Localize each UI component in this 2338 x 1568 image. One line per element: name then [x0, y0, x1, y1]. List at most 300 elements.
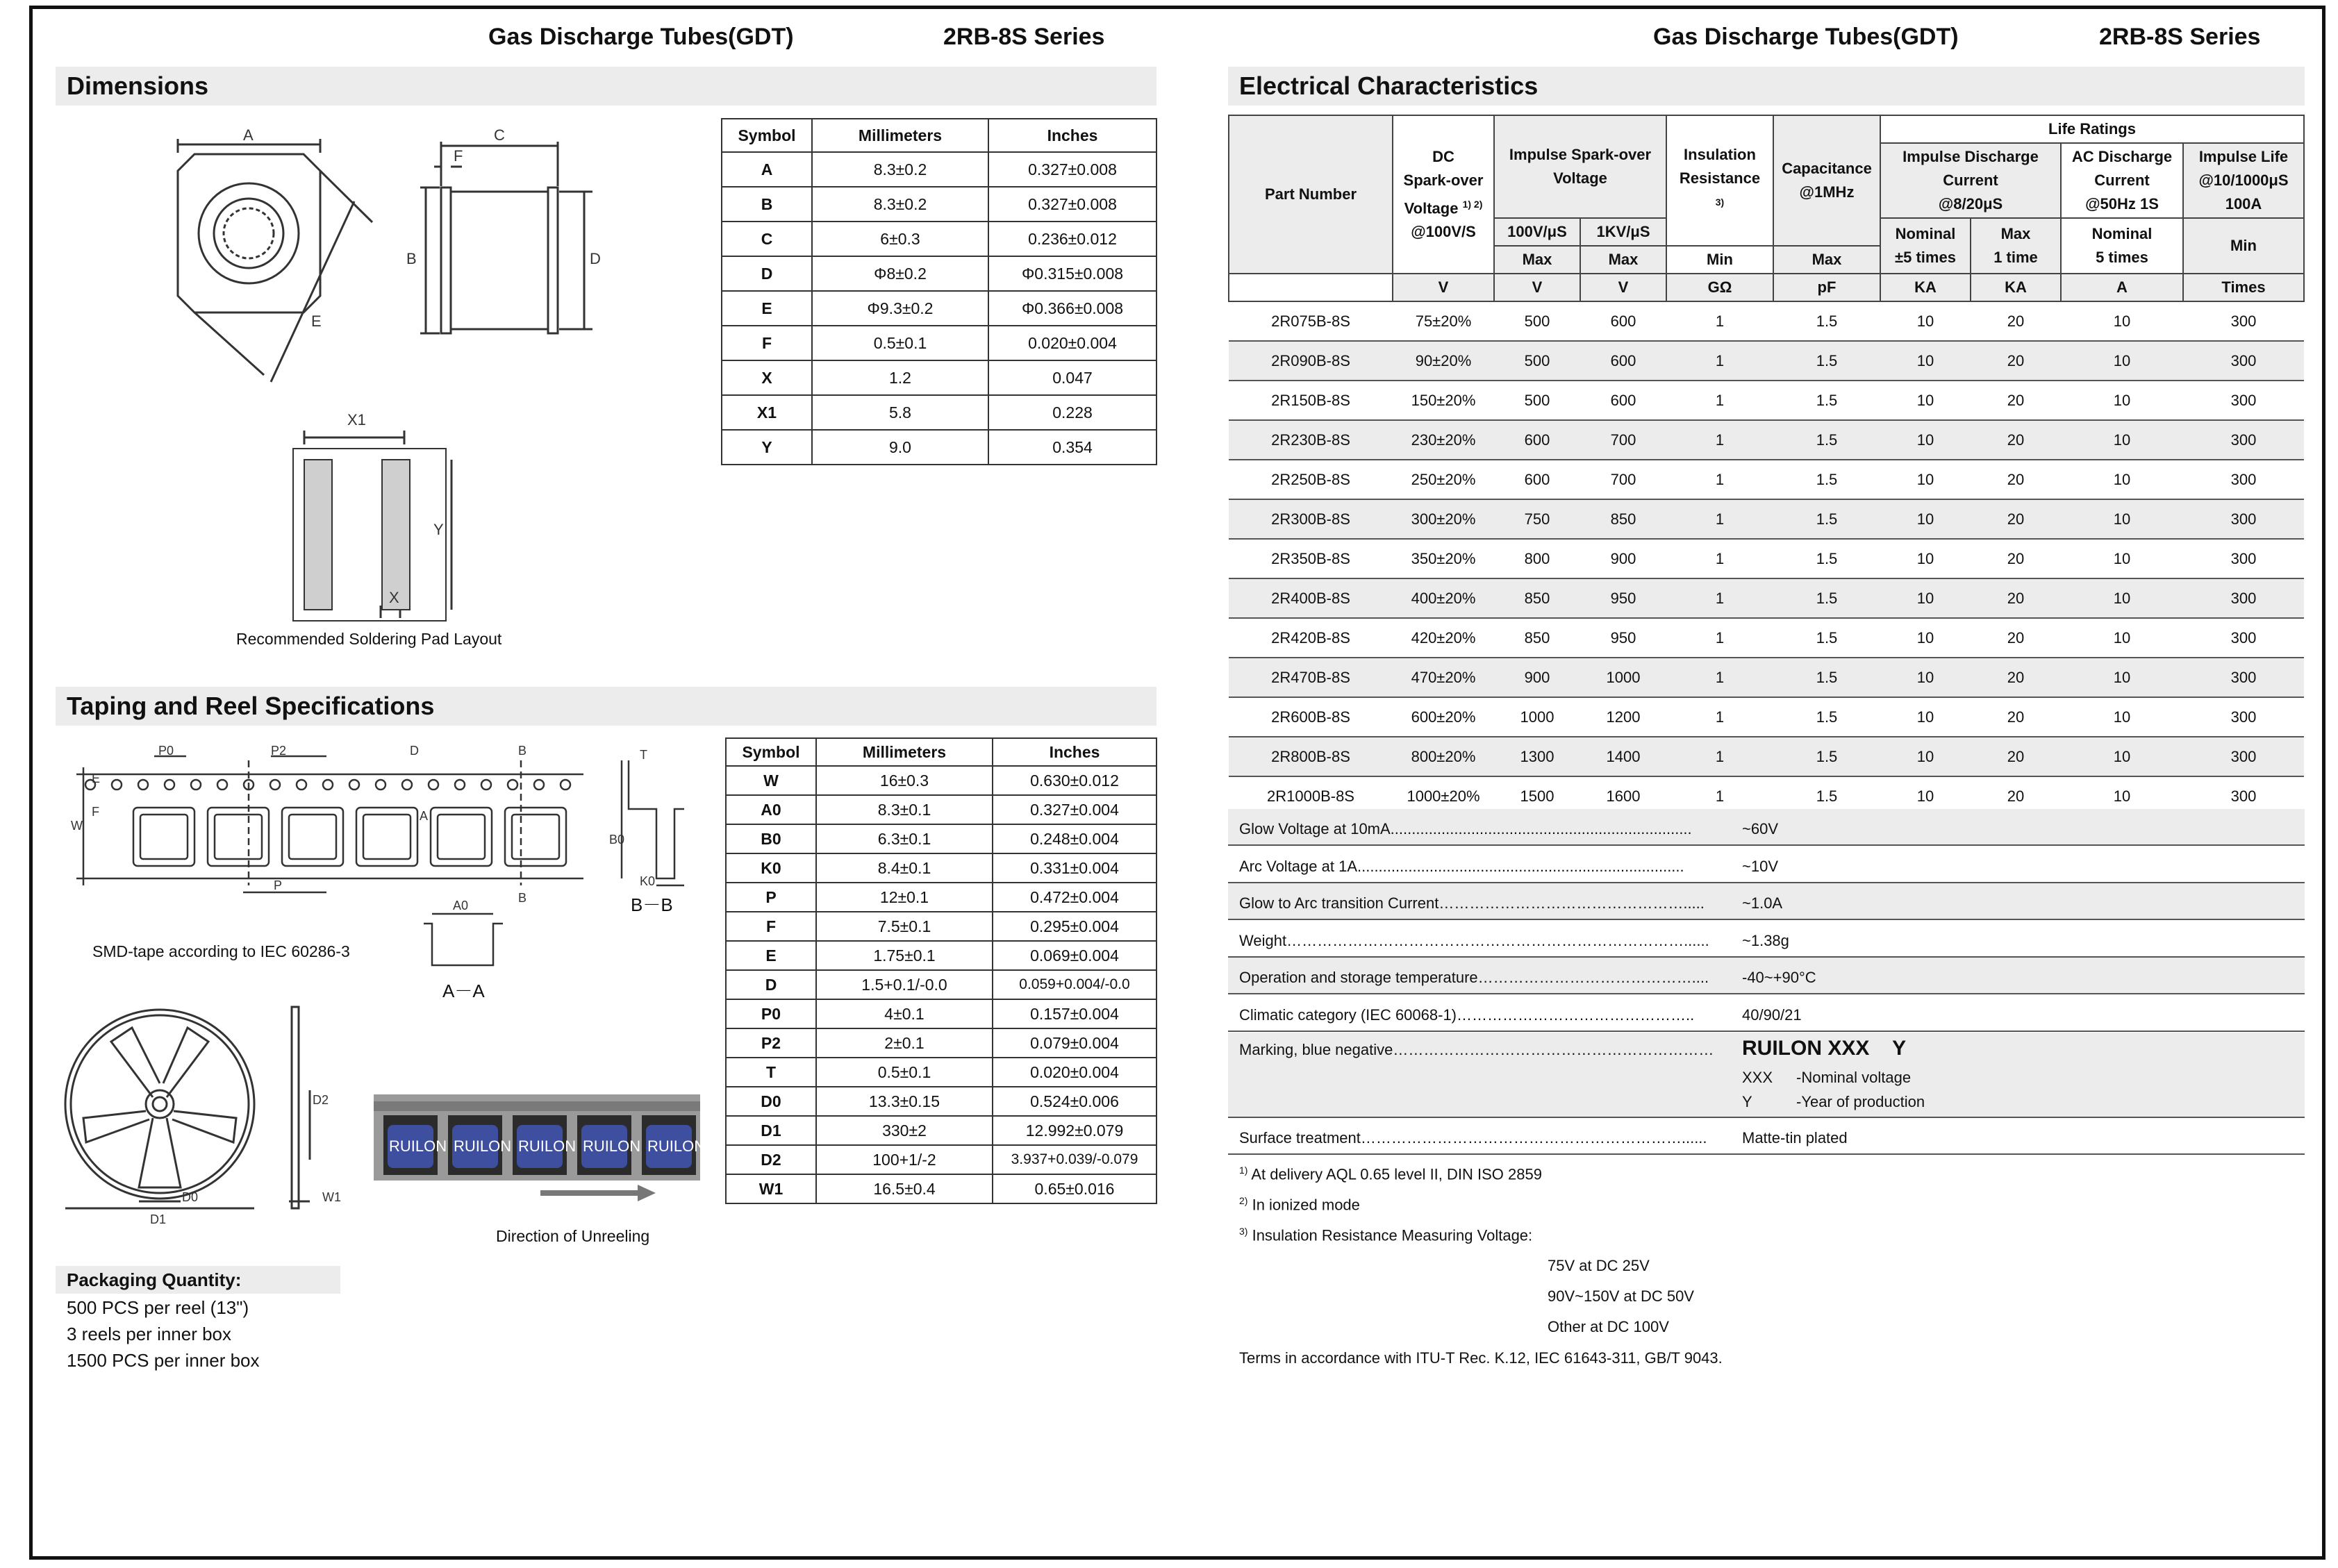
tape-table-row	[726, 999, 1156, 1028]
sprocket-hole	[561, 780, 570, 790]
ec-value-cell: 20	[1971, 341, 2061, 381]
ec-value-cell: 10	[2061, 460, 2183, 499]
left-header-title: Gas Discharge Tubes(GDT)	[488, 24, 794, 50]
tape-symbol-cell: E	[726, 941, 816, 970]
spec-value: 40/90/21	[1742, 1006, 1802, 1024]
ec-value-cell: 350±20%	[1393, 539, 1494, 578]
tape-symbol-cell: D0	[726, 1087, 816, 1116]
right-header-series: 2RB-8S Series	[2099, 24, 2261, 50]
spec-key: Climatic category (IEC 60068-1)………………………………………..	[1239, 1006, 1695, 1024]
ec-value-cell: 300	[2183, 697, 2304, 737]
tape-mm-cell: 4±0.1	[816, 999, 993, 1028]
ec-value-cell: 20	[1971, 499, 2061, 539]
packaging-line-2: 3 reels per inner box	[67, 1324, 232, 1344]
tape-inches-cell: 0.65±0.016	[993, 1174, 1156, 1203]
soldering-pad-layout-drawing	[278, 410, 458, 618]
tape-table-row	[726, 795, 1156, 824]
sprocket-hole	[297, 780, 306, 790]
photo-product-marking: RUILON	[583, 1137, 641, 1155]
tape-table-row	[726, 1116, 1156, 1145]
tape-mm-cell: 13.3±0.15	[816, 1087, 993, 1116]
dim-inches-cell: 0.236±0.012	[988, 222, 1156, 256]
tape-symbol-cell: P0	[726, 999, 816, 1028]
ec-head-capacitance: Capacitance @1MHz	[1773, 115, 1880, 246]
ec-value-cell: 10	[2061, 420, 2183, 460]
tape-mm-cell: 1.5+0.1/-0.0	[816, 970, 993, 999]
sprocket-hole	[349, 780, 359, 790]
ec-value-cell: 850	[1494, 578, 1580, 618]
tape-pocket	[505, 808, 566, 866]
ec-value-cell: 600	[1580, 341, 1666, 381]
ec-value-cell: 20	[1971, 381, 2061, 420]
surface-key: Surface treatment………………………………………………………......	[1239, 1129, 1707, 1146]
ec-unit-cell: V	[1580, 274, 1666, 301]
dimensions-section-title: Dimensions	[56, 67, 1156, 106]
ec-value-cell: 1.5	[1773, 737, 1880, 776]
tape-symbol-cell: W	[726, 766, 816, 795]
tape-pocket-inner	[363, 815, 411, 859]
ec-part-number-cell: 2R150B-8S	[1229, 381, 1393, 420]
ec-value-cell: 10	[1880, 301, 1971, 341]
tape-inches-cell: 0.248±0.004	[993, 824, 1156, 853]
spec-value: ~10V	[1742, 857, 1778, 875]
ec-value-cell: 500	[1494, 301, 1580, 341]
ec-value-cell: 300	[2183, 618, 2304, 658]
ec-table-row	[1229, 420, 2304, 460]
dim-label-E: E	[311, 312, 322, 330]
surface-row	[1228, 1118, 2305, 1155]
ec-value-cell: 20	[1971, 776, 2061, 816]
ec-table-row	[1229, 341, 2304, 381]
dim-table-row	[722, 256, 1156, 291]
tape-col-mm: Millimeters	[816, 738, 993, 766]
tape-label-D: D	[410, 744, 419, 758]
ec-value-cell: 10	[2061, 776, 2183, 816]
section-aa-caption: A－A	[442, 981, 485, 1001]
ec-value-cell: 420±20%	[1393, 618, 1494, 658]
tape-inches-cell: 0.524±0.006	[993, 1087, 1156, 1116]
dim-mm-cell: 1.2	[812, 360, 988, 395]
dim-symbol-cell: E	[722, 291, 812, 326]
ec-head-impulse-sparkover: Impulse Spark-over Voltage	[1494, 115, 1666, 218]
marking-row	[1228, 1033, 2305, 1118]
tape-label-W: W	[71, 819, 83, 833]
ec-value-cell: 20	[1971, 301, 2061, 341]
ec-head-impulse-life: Impulse Life @10/1000μS 100A	[2183, 143, 2304, 218]
ec-head-max-1: Max 1 time	[1971, 218, 2061, 274]
dim-inches-cell: 0.327±0.008	[988, 152, 1156, 187]
tape-pocket-inner	[215, 815, 262, 859]
ec-value-cell: 10	[1880, 697, 1971, 737]
tape-mm-cell: 16±0.3	[816, 766, 993, 795]
tape-mm-cell: 330±2	[816, 1116, 993, 1145]
tape-table-row	[726, 1028, 1156, 1058]
tape-pocket	[431, 808, 492, 866]
smd-tape-drawing	[69, 744, 604, 906]
tape-inches-cell: 3.937+0.039/-0.079	[993, 1145, 1156, 1174]
tape-pocket	[356, 808, 417, 866]
dim-mm-cell: Φ9.3±0.2	[812, 291, 988, 326]
ec-value-cell: 10	[2061, 737, 2183, 776]
pad-label-X1: X1	[347, 411, 366, 428]
ec-value-cell: 10	[2061, 578, 2183, 618]
ec-table-row	[1229, 499, 2304, 539]
ec-value-cell: 20	[1971, 539, 2061, 578]
spec-row	[1228, 883, 2305, 920]
photo-product-marking: RUILON	[518, 1137, 577, 1155]
ec-value-cell: 1.5	[1773, 460, 1880, 499]
tape-inches-cell: 0.472±0.004	[993, 883, 1156, 912]
section-aa-drawing	[417, 896, 514, 972]
ec-head-max-cap: Max	[1773, 246, 1880, 274]
ec-head-1kv: 1KV/μS	[1580, 218, 1666, 246]
ec-value-cell: 10	[2061, 341, 2183, 381]
surface-value: Matte-tin plated	[1742, 1129, 1848, 1146]
ec-value-cell: 10	[1880, 539, 1971, 578]
sprocket-hole	[270, 780, 280, 790]
packaging-line-1: 500 PCS per reel (13")	[67, 1297, 249, 1318]
ec-value-cell: 250±20%	[1393, 460, 1494, 499]
ec-value-cell: 800±20%	[1393, 737, 1494, 776]
ec-value-cell: 75±20%	[1393, 301, 1494, 341]
ec-value-cell: 1	[1666, 460, 1773, 499]
ec-value-cell: 1	[1666, 420, 1773, 460]
ec-head-nominal-ac: Nominal 5 times	[2061, 218, 2183, 274]
ec-value-cell: 1600	[1580, 776, 1666, 816]
ec-head-max-1kv: Max	[1580, 246, 1666, 274]
tape-table-row	[726, 912, 1156, 941]
ec-value-cell: 10	[1880, 618, 1971, 658]
packaging-line-3: 1500 PCS per inner box	[67, 1350, 260, 1371]
photo-product-marking: RUILON	[647, 1137, 706, 1155]
ec-value-cell: 300	[2183, 341, 2304, 381]
ec-value-cell: 10	[1880, 341, 1971, 381]
tape-mm-cell: 8.4±0.1	[816, 853, 993, 883]
reel-drawing	[63, 1000, 354, 1229]
tape-inches-cell: 0.059+0.004/-0.0	[993, 970, 1156, 999]
sprocket-hole	[138, 780, 148, 790]
dim-inches-cell: Φ0.315±0.008	[988, 256, 1156, 291]
ec-table-row	[1229, 737, 2304, 776]
left-header-series: 2RB-8S Series	[943, 24, 1105, 50]
ec-part-number-cell: 2R1000B-8S	[1229, 776, 1393, 816]
electrical-section-title: Electrical Characteristics	[1228, 67, 2305, 106]
dim-symbol-cell: C	[722, 222, 812, 256]
ec-value-cell: 10	[1880, 776, 1971, 816]
marking-xxx: XXX	[1742, 1069, 1773, 1086]
tape-inches-cell: 0.157±0.004	[993, 999, 1156, 1028]
ec-head-ac-discharge: AC Discharge Current @50Hz 1S	[2061, 143, 2183, 218]
sprocket-hole	[376, 780, 385, 790]
ec-value-cell: 10	[1880, 658, 1971, 697]
ec-value-cell: 1	[1666, 776, 1773, 816]
ec-value-cell: 10	[1880, 578, 1971, 618]
dim-mm-cell: Φ8±0.2	[812, 256, 988, 291]
tape-inches-cell: 0.331±0.004	[993, 853, 1156, 883]
dim-symbol-cell: X1	[722, 395, 812, 430]
dim-symbol-cell: A	[722, 152, 812, 187]
ec-unit-cell: GΩ	[1666, 274, 1773, 301]
tape-mm-cell: 6.3±0.1	[816, 824, 993, 853]
dim-col-symbol: Symbol	[722, 119, 812, 152]
spec-row	[1228, 921, 2305, 958]
ec-unit-cell: V	[1494, 274, 1580, 301]
ec-value-cell: 10	[2061, 618, 2183, 658]
spec-key: Weight……………………………………………………………………......	[1239, 931, 1709, 949]
bb-label-B0: B0	[609, 833, 625, 846]
ec-value-cell: 300	[2183, 578, 2304, 618]
tape-col-symbol: Symbol	[726, 738, 816, 766]
spec-value: ~1.38g	[1742, 931, 1789, 949]
ec-value-cell: 1	[1666, 697, 1773, 737]
sprocket-hole	[508, 780, 517, 790]
ec-head-min-life: Min	[2183, 218, 2304, 274]
reel-label-D2: D2	[313, 1093, 329, 1107]
footnote-3: $^{3)}$ Insulation Resistance Measuring Voltage:	[1239, 1226, 1533, 1244]
ec-unit-cell: KA	[1880, 274, 1971, 301]
ec-value-cell: 600	[1580, 301, 1666, 341]
dim-symbol-cell: B	[722, 187, 812, 222]
tape-symbol-cell: B0	[726, 824, 816, 853]
ec-value-cell: 1000	[1580, 658, 1666, 697]
reel-label-D1: D1	[150, 1212, 167, 1226]
ec-value-cell: 10	[2061, 658, 2183, 697]
tape-col-inches: Inches	[993, 738, 1156, 766]
ec-value-cell: 300	[2183, 381, 2304, 420]
ec-value-cell: 20	[1971, 578, 2061, 618]
tape-pocket	[133, 808, 194, 866]
spec-row	[1228, 809, 2305, 846]
ec-value-cell: 1.5	[1773, 618, 1880, 658]
tape-pocket	[208, 808, 269, 866]
marking-key: Marking, blue negative………………………………………………………	[1239, 1041, 1714, 1058]
ec-part-number-cell: 2R600B-8S	[1229, 697, 1393, 737]
dim-label-A: A	[243, 126, 254, 144]
tape-table-row	[726, 1145, 1156, 1174]
tape-table-row	[726, 1174, 1156, 1203]
sprocket-hole	[112, 780, 122, 790]
footnote-2: $^{2)}$ In ionized mode	[1239, 1195, 1360, 1214]
tape-inches-cell: 12.992±0.079	[993, 1116, 1156, 1145]
ec-value-cell: 1000	[1494, 697, 1580, 737]
sprocket-hole	[429, 780, 438, 790]
sprocket-hole	[402, 780, 412, 790]
ec-head-insulation: Insulation Resistance $^{3)}$	[1666, 115, 1773, 246]
ec-value-cell: 300	[2183, 539, 2304, 578]
ec-table-row	[1229, 658, 2304, 697]
tape-table-row	[726, 1058, 1156, 1087]
ec-value-cell: 800	[1494, 539, 1580, 578]
tape-label-B-bottom: B	[518, 891, 527, 905]
ec-value-cell: 10	[1880, 460, 1971, 499]
ec-part-number-cell: 2R230B-8S	[1229, 420, 1393, 460]
ec-value-cell: 300±20%	[1393, 499, 1494, 539]
spec-key: Glow Voltage at 10mA.......................................................................	[1239, 820, 1692, 837]
ec-part-number-cell: 2R090B-8S	[1229, 341, 1393, 381]
ec-value-cell: 1	[1666, 578, 1773, 618]
ec-value-cell: 600	[1494, 420, 1580, 460]
ec-unit-spacer	[1229, 274, 1393, 301]
ec-value-cell: 20	[1971, 420, 2061, 460]
ec-value-cell: 950	[1580, 618, 1666, 658]
tape-symbol-cell: W1	[726, 1174, 816, 1203]
tape-photo-illustration	[374, 1094, 706, 1199]
spec-row	[1228, 958, 2305, 994]
standards-terms: Terms in accordance with ITU-T Rec. K.12, IEC 61643-311, GB/T 9043.	[1239, 1349, 1723, 1367]
tape-table-row	[726, 824, 1156, 853]
tape-inches-cell: 0.020±0.004	[993, 1058, 1156, 1087]
ec-value-cell: 500	[1494, 381, 1580, 420]
ec-head-dc-sparkover: DC Spark-over Voltage $^{1) 2)}$ @100V/S	[1393, 115, 1494, 274]
ec-table-row	[1229, 381, 2304, 420]
ec-value-cell: 1.5	[1773, 420, 1880, 460]
ec-table-row	[1229, 539, 2304, 578]
dim-inches-cell: 0.354	[988, 430, 1156, 465]
ec-part-number-cell: 2R800B-8S	[1229, 737, 1393, 776]
tape-inches-cell: 0.079±0.004	[993, 1028, 1156, 1058]
ec-head-100v: 100V/μS	[1494, 218, 1580, 246]
tape-label-B-top: B	[518, 744, 527, 758]
dim-mm-cell: 8.3±0.2	[812, 152, 988, 187]
dim-table-row	[722, 222, 1156, 256]
right-header-title: Gas Discharge Tubes(GDT)	[1653, 24, 1959, 50]
ec-value-cell: 10	[2061, 381, 2183, 420]
ec-value-cell: 150±20%	[1393, 381, 1494, 420]
tape-mm-cell: 0.5±0.1	[816, 1058, 993, 1087]
ec-table-row	[1229, 578, 2304, 618]
ec-part-number-cell: 2R075B-8S	[1229, 301, 1393, 341]
ec-value-cell: 700	[1580, 460, 1666, 499]
ec-value-cell: 1	[1666, 618, 1773, 658]
electrical-table	[1228, 115, 2305, 817]
ec-value-cell: 300	[2183, 301, 2304, 341]
dim-label-D: D	[590, 250, 601, 267]
ec-value-cell: 1.5	[1773, 658, 1880, 697]
ec-table-row	[1229, 301, 2304, 341]
tape-mm-cell: 16.5±0.4	[816, 1174, 993, 1203]
ec-value-cell: 400±20%	[1393, 578, 1494, 618]
ec-value-cell: 20	[1971, 460, 2061, 499]
spec-value: -40~+90°C	[1742, 969, 1816, 987]
ec-value-cell: 300	[2183, 658, 2304, 697]
sprocket-hole	[534, 780, 544, 790]
insulation-voltage-3: Other at DC 100V	[1548, 1318, 1669, 1335]
aa-label-A0: A0	[453, 899, 469, 912]
ec-table-row	[1229, 460, 2304, 499]
dim-mm-cell: 6±0.3	[812, 222, 988, 256]
section-bb-drawing	[608, 747, 698, 906]
tape-label-E: E	[92, 772, 101, 785]
ec-value-cell: 1400	[1580, 737, 1666, 776]
photo-product-marking: RUILON	[454, 1137, 512, 1155]
dim-label-B: B	[406, 250, 417, 267]
ec-value-cell: 20	[1971, 658, 2061, 697]
pad-label-X: X	[389, 589, 399, 606]
ec-part-number-cell: 2R300B-8S	[1229, 499, 1393, 539]
ec-value-cell: 1	[1666, 499, 1773, 539]
tape-table-row	[726, 1087, 1156, 1116]
tape-pocket-inner	[512, 815, 559, 859]
ec-value-cell: 1	[1666, 341, 1773, 381]
spec-key: Arc Voltage at 1A.............................................................................	[1239, 857, 1684, 875]
dim-symbol-cell: X	[722, 360, 812, 395]
tape-mm-cell: 8.3±0.1	[816, 795, 993, 824]
ec-value-cell: 1	[1666, 381, 1773, 420]
ec-head-impulse-discharge: Impulse Discharge Current @8/20μS	[1880, 143, 2061, 218]
ec-value-cell: 10	[2061, 301, 2183, 341]
ec-value-cell: 230±20%	[1393, 420, 1494, 460]
dim-table-row	[722, 187, 1156, 222]
ec-value-cell: 300	[2183, 460, 2304, 499]
pad-layout-caption: Recommended Soldering Pad Layout	[236, 630, 502, 648]
ec-value-cell: 1	[1666, 658, 1773, 697]
ec-table-row	[1229, 618, 2304, 658]
tape-symbol-cell: D	[726, 970, 816, 999]
ec-part-number-cell: 2R420B-8S	[1229, 618, 1393, 658]
tape-table-row	[726, 970, 1156, 999]
dim-inches-cell: 0.047	[988, 360, 1156, 395]
dim-table-row	[722, 291, 1156, 326]
dim-table-row	[722, 326, 1156, 360]
dim-inches-cell: 0.228	[988, 395, 1156, 430]
tape-symbol-cell: D1	[726, 1116, 816, 1145]
dim-col-mm: Millimeters	[812, 119, 988, 152]
dim-mm-cell: 5.8	[812, 395, 988, 430]
footnote-1: $^{1)}$ At delivery AQL 0.65 level II, DIN ISO 2859	[1239, 1165, 1542, 1183]
ec-unit-cell: V	[1393, 274, 1494, 301]
ec-value-cell: 10	[1880, 499, 1971, 539]
dim-symbol-cell: F	[722, 326, 812, 360]
sprocket-hole	[481, 780, 491, 790]
ec-value-cell: 300	[2183, 776, 2304, 816]
spec-value: ~1.0A	[1742, 894, 1783, 912]
sprocket-hole	[455, 780, 465, 790]
reel-label-W1: W1	[322, 1190, 341, 1204]
dim-inches-cell: 0.020±0.004	[988, 326, 1156, 360]
tape-table-row	[726, 766, 1156, 795]
tape-pocket-inner	[289, 815, 336, 859]
ec-value-cell: 1	[1666, 539, 1773, 578]
reel-label-D0: D0	[182, 1190, 199, 1204]
ec-value-cell: 900	[1494, 658, 1580, 697]
tape-symbol-cell: K0	[726, 853, 816, 883]
ec-part-number-cell: 2R470B-8S	[1229, 658, 1393, 697]
spec-row	[1228, 995, 2305, 1032]
ec-value-cell: 950	[1580, 578, 1666, 618]
spec-key: Operation and storage temperature……………………………………....	[1239, 969, 1709, 987]
spec-value: ~60V	[1742, 820, 1778, 837]
ec-value-cell: 10	[1880, 420, 1971, 460]
ec-head-part-number: Part Number	[1229, 115, 1393, 274]
ec-value-cell: 10	[2061, 499, 2183, 539]
ec-value-cell: 300	[2183, 499, 2304, 539]
ec-value-cell: 470±20%	[1393, 658, 1494, 697]
dim-inches-cell: 0.327±0.008	[988, 187, 1156, 222]
dim-table-row	[722, 152, 1156, 187]
marking-xxx-desc: -Nominal voltage	[1796, 1069, 1912, 1086]
tape-label-P2: P2	[271, 744, 287, 758]
tape-inches-cell: 0.630±0.012	[993, 766, 1156, 795]
tape-inches-cell: 0.295±0.004	[993, 912, 1156, 941]
tape-symbol-cell: D2	[726, 1145, 816, 1174]
ec-value-cell: 1.5	[1773, 539, 1880, 578]
ec-value-cell: 300	[2183, 737, 2304, 776]
ec-value-cell: 1.5	[1773, 381, 1880, 420]
tape-label-A: A	[420, 809, 429, 823]
dim-symbol-cell: D	[722, 256, 812, 291]
tape-pocket	[282, 808, 343, 866]
dim-table-row	[722, 395, 1156, 430]
